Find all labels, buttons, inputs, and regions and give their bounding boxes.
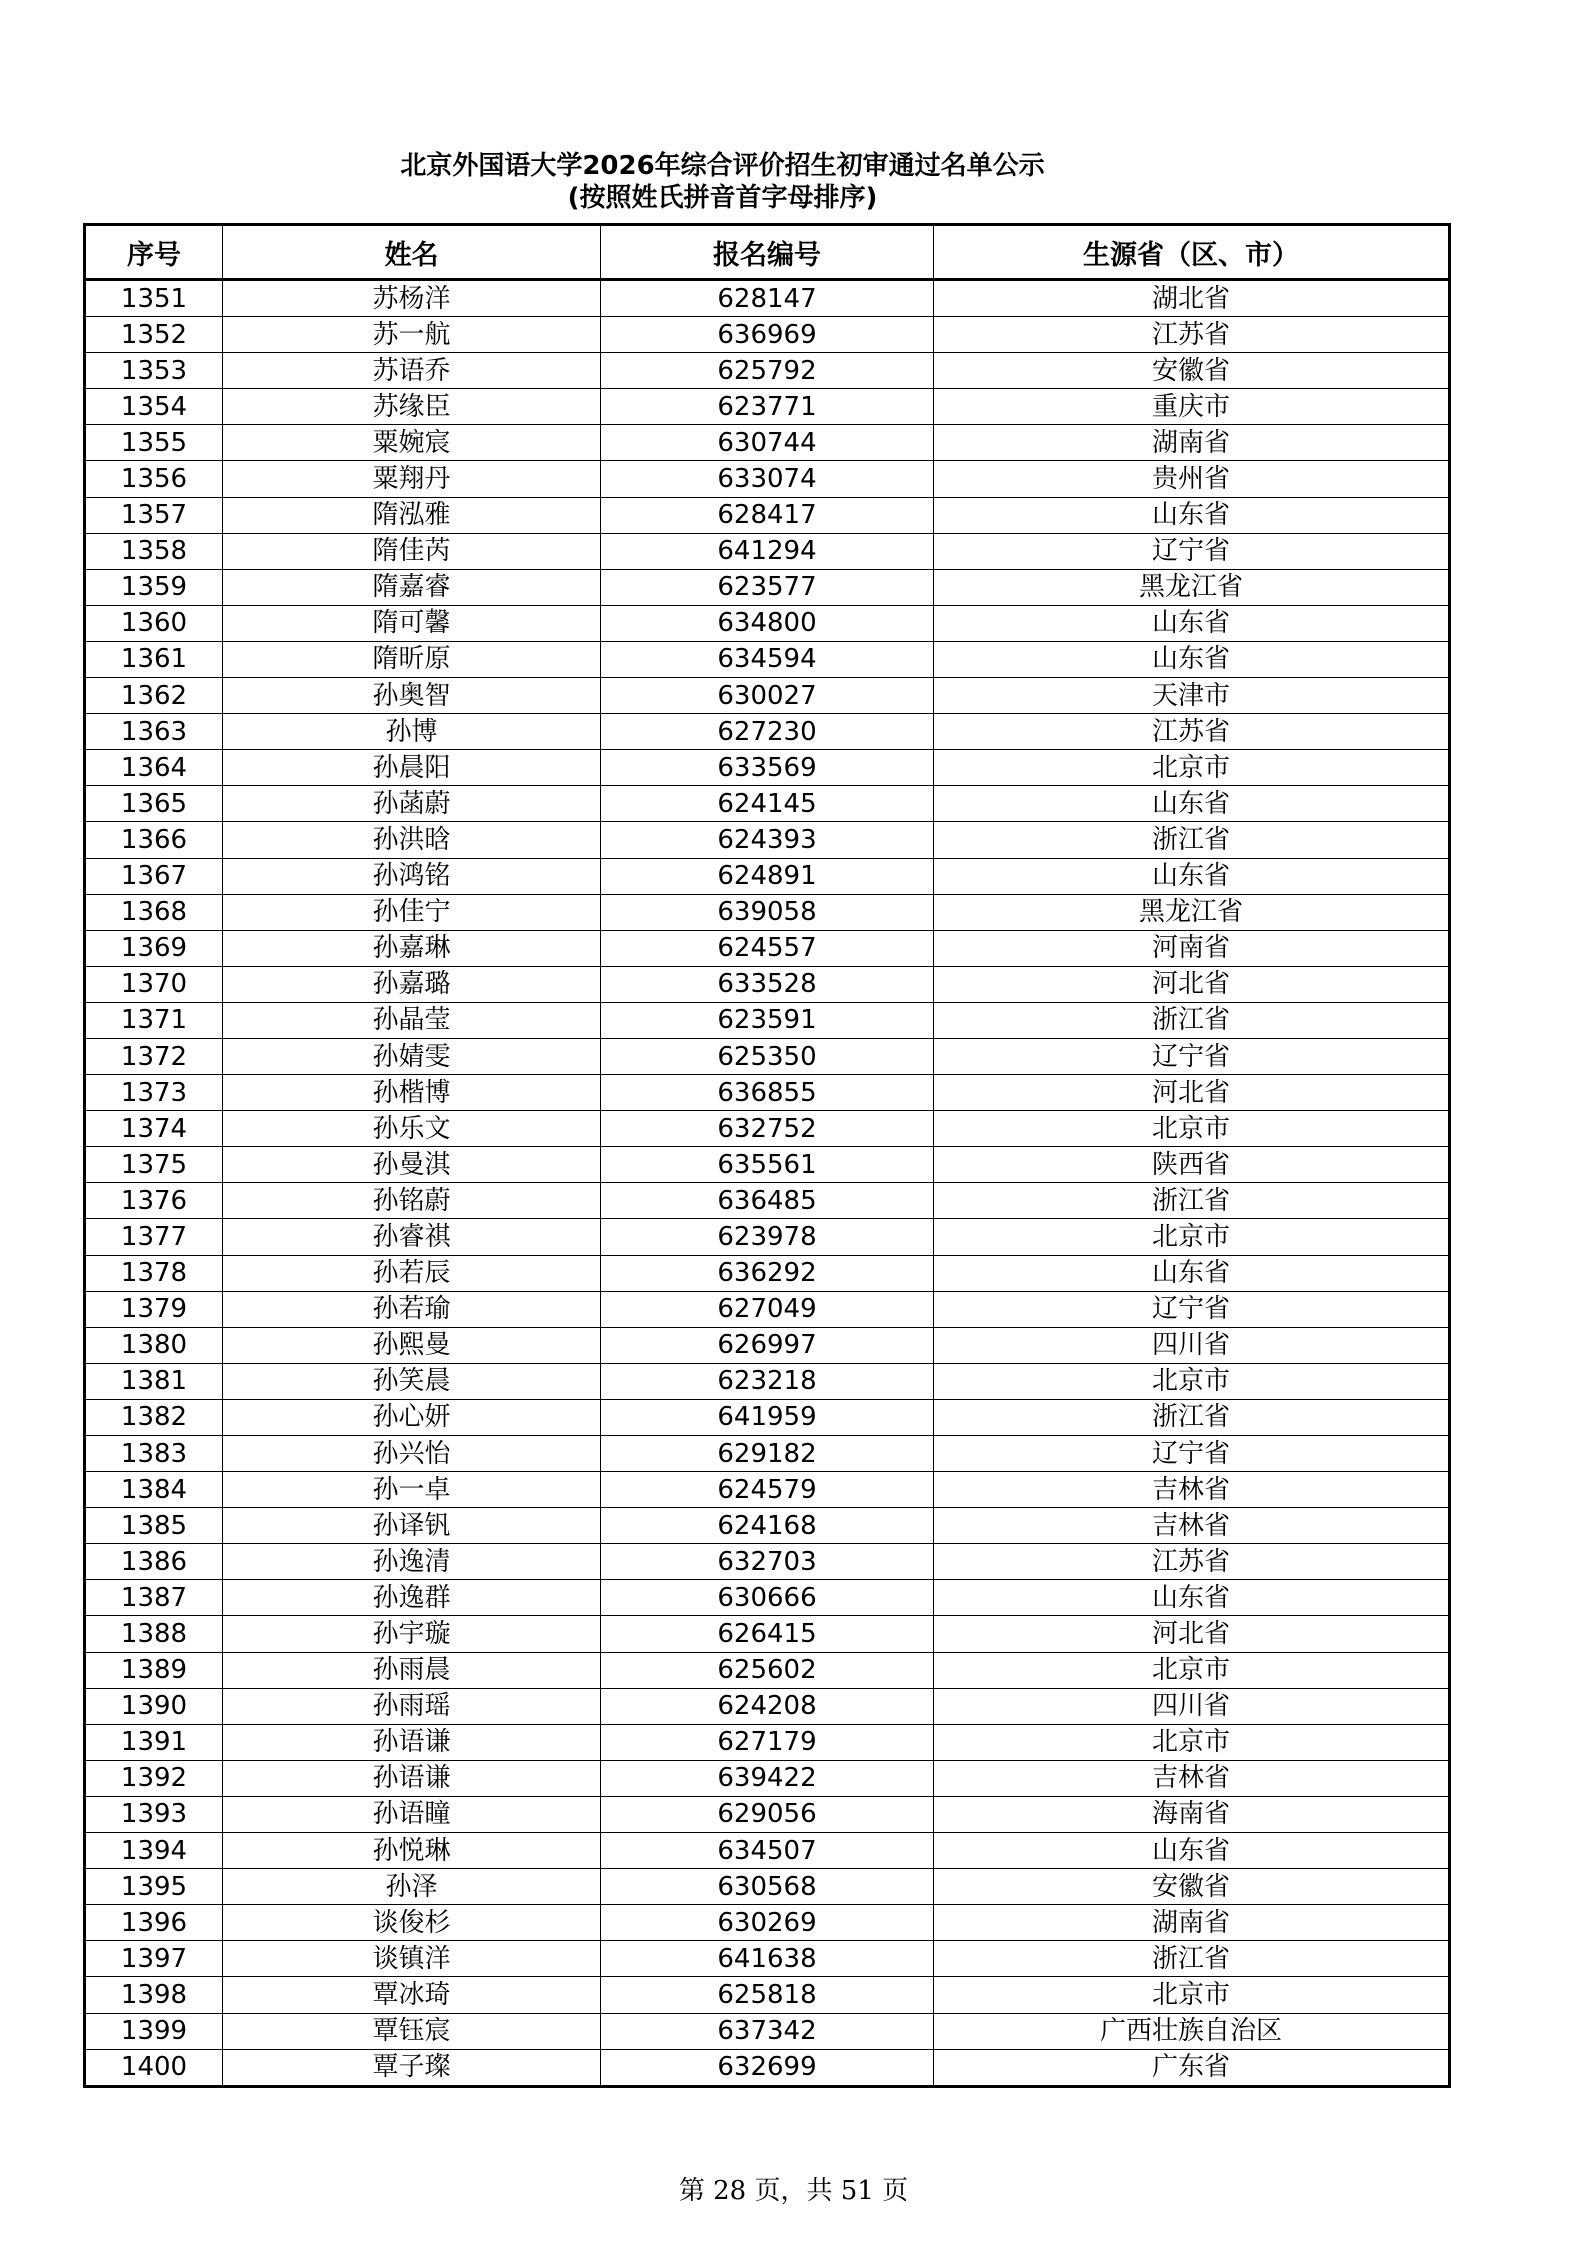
table-row (85, 1688, 1450, 1724)
cell-reg-number: 636292 (601, 1255, 934, 1291)
cell-name: 孙语谦 (223, 1724, 601, 1760)
cell-reg-number: 630568 (601, 1869, 934, 1905)
cell-seq: 1369 (85, 930, 223, 966)
table-row (85, 1255, 1450, 1291)
table-row (85, 1002, 1450, 1038)
cell-seq: 1395 (85, 1869, 223, 1905)
cell-name: 孙一卓 (223, 1472, 601, 1508)
cell-province: 湖北省 (934, 280, 1450, 317)
table-row (85, 1652, 1450, 1688)
cell-name: 孙笑晨 (223, 1363, 601, 1399)
cell-name: 孙铭蔚 (223, 1183, 601, 1219)
table-row (85, 822, 1450, 858)
cell-reg-number: 627049 (601, 1291, 934, 1327)
cell-province: 广西壮族自治区 (934, 2013, 1450, 2049)
cell-province: 北京市 (934, 1111, 1450, 1147)
table-row (85, 389, 1450, 425)
cell-name: 孙若瑜 (223, 1291, 601, 1327)
cell-seq: 1382 (85, 1399, 223, 1435)
table-row (85, 533, 1450, 569)
cell-province: 辽宁省 (934, 1291, 1450, 1327)
cell-seq: 1398 (85, 1977, 223, 2013)
table-row (85, 1544, 1450, 1580)
cell-seq: 1376 (85, 1183, 223, 1219)
cell-reg-number: 636485 (601, 1183, 934, 1219)
cell-seq: 1378 (85, 1255, 223, 1291)
cell-name: 孙晶莹 (223, 1002, 601, 1038)
table-row (85, 641, 1450, 677)
cell-province: 河北省 (934, 966, 1450, 1002)
admission-list-table (83, 223, 1451, 2088)
cell-province: 浙江省 (934, 1399, 1450, 1435)
page-number: 第 28 页，共 51 页 (678, 2176, 909, 2206)
cell-name: 谈镇洋 (223, 1941, 601, 1977)
cell-name: 粟婉宸 (223, 425, 601, 461)
table-row (85, 353, 1450, 389)
cell-province: 浙江省 (934, 822, 1450, 858)
cell-name: 孙鸿铭 (223, 858, 601, 894)
cell-reg-number: 628417 (601, 497, 934, 533)
cell-name: 隋可馨 (223, 605, 601, 641)
table-row (85, 1436, 1450, 1472)
cell-seq: 1363 (85, 714, 223, 750)
cell-reg-number: 634507 (601, 1833, 934, 1869)
cell-province: 山东省 (934, 858, 1450, 894)
cell-seq: 1371 (85, 1002, 223, 1038)
table-row (85, 1147, 1450, 1183)
cell-reg-number: 641959 (601, 1399, 934, 1435)
cell-seq: 1361 (85, 641, 223, 677)
cell-seq: 1358 (85, 533, 223, 569)
cell-reg-number: 629056 (601, 1796, 934, 1832)
cell-name: 覃冰琦 (223, 1977, 601, 2013)
table-row (85, 714, 1450, 750)
table-row (85, 1363, 1450, 1399)
cell-reg-number: 626997 (601, 1327, 934, 1363)
cell-province: 浙江省 (934, 1002, 1450, 1038)
table-row (85, 1941, 1450, 1977)
cell-province: 北京市 (934, 1977, 1450, 2013)
cell-reg-number: 630027 (601, 678, 934, 714)
cell-province: 安徽省 (934, 1869, 1450, 1905)
table-row (85, 1796, 1450, 1832)
cell-seq: 1353 (85, 353, 223, 389)
cell-province: 山东省 (934, 786, 1450, 822)
cell-name: 孙洪晗 (223, 822, 601, 858)
table-row (85, 280, 1450, 317)
cell-province: 山东省 (934, 641, 1450, 677)
cell-name: 孙雨晨 (223, 1652, 601, 1688)
table-row (85, 2049, 1450, 2086)
cell-seq: 1390 (85, 1688, 223, 1724)
cell-seq: 1357 (85, 497, 223, 533)
cell-reg-number: 624145 (601, 786, 934, 822)
cell-reg-number: 624168 (601, 1508, 934, 1544)
cell-name: 孙睿祺 (223, 1219, 601, 1255)
cell-province: 浙江省 (934, 1941, 1450, 1977)
header-reg-number: 报名编号 (601, 225, 934, 280)
cell-reg-number: 623978 (601, 1219, 934, 1255)
cell-reg-number: 633569 (601, 750, 934, 786)
cell-seq: 1399 (85, 2013, 223, 2049)
cell-reg-number: 633074 (601, 461, 934, 497)
cell-reg-number: 637342 (601, 2013, 934, 2049)
table-row (85, 1724, 1450, 1760)
cell-reg-number: 623771 (601, 389, 934, 425)
cell-province: 北京市 (934, 1652, 1450, 1688)
cell-reg-number: 625792 (601, 353, 934, 389)
header-name: 姓名 (223, 225, 601, 280)
table-header-row (85, 225, 1450, 280)
cell-seq: 1372 (85, 1038, 223, 1074)
cell-name: 孙晨阳 (223, 750, 601, 786)
cell-seq: 1362 (85, 678, 223, 714)
cell-seq: 1388 (85, 1616, 223, 1652)
cell-name: 孙语瞳 (223, 1796, 601, 1832)
cell-seq: 1380 (85, 1327, 223, 1363)
cell-reg-number: 623591 (601, 1002, 934, 1038)
cell-seq: 1377 (85, 1219, 223, 1255)
cell-reg-number: 639422 (601, 1760, 934, 1796)
cell-province: 江苏省 (934, 317, 1450, 353)
cell-name: 孙若辰 (223, 1255, 601, 1291)
cell-seq: 1368 (85, 894, 223, 930)
cell-seq: 1375 (85, 1147, 223, 1183)
cell-seq: 1385 (85, 1508, 223, 1544)
cell-name: 孙兴怡 (223, 1436, 601, 1472)
cell-reg-number: 624557 (601, 930, 934, 966)
cell-seq: 1387 (85, 1580, 223, 1616)
cell-name: 隋泓雅 (223, 497, 601, 533)
table-row (85, 569, 1450, 605)
cell-reg-number: 624393 (601, 822, 934, 858)
cell-seq: 1374 (85, 1111, 223, 1147)
cell-province: 辽宁省 (934, 1436, 1450, 1472)
cell-seq: 1356 (85, 461, 223, 497)
cell-seq: 1373 (85, 1075, 223, 1111)
cell-seq: 1365 (85, 786, 223, 822)
cell-reg-number: 634800 (601, 605, 934, 641)
cell-reg-number: 627179 (601, 1724, 934, 1760)
table-body (85, 280, 1450, 2087)
cell-name: 谈俊杉 (223, 1905, 601, 1941)
cell-seq: 1381 (85, 1363, 223, 1399)
table-row (85, 1399, 1450, 1435)
table-row (85, 1760, 1450, 1796)
table-row (85, 1183, 1450, 1219)
cell-province: 湖南省 (934, 425, 1450, 461)
cell-province: 江苏省 (934, 714, 1450, 750)
table-row (85, 1869, 1450, 1905)
table-row (85, 858, 1450, 894)
cell-reg-number: 625818 (601, 1977, 934, 2013)
cell-reg-number: 634594 (601, 641, 934, 677)
cell-province: 广东省 (934, 2049, 1450, 2086)
header-seq: 序号 (85, 225, 223, 280)
cell-province: 海南省 (934, 1796, 1450, 1832)
table-row (85, 678, 1450, 714)
table-row (85, 1327, 1450, 1363)
cell-name: 隋昕原 (223, 641, 601, 677)
cell-reg-number: 626415 (601, 1616, 934, 1652)
cell-province: 浙江省 (934, 1183, 1450, 1219)
cell-reg-number: 636969 (601, 317, 934, 353)
cell-reg-number: 633528 (601, 966, 934, 1002)
table-row (85, 1075, 1450, 1111)
table-row (85, 461, 1450, 497)
cell-name: 孙语谦 (223, 1760, 601, 1796)
cell-seq: 1397 (85, 1941, 223, 1977)
cell-province: 吉林省 (934, 1508, 1450, 1544)
cell-name: 隋佳芮 (223, 533, 601, 569)
table-row (85, 930, 1450, 966)
cell-province: 贵州省 (934, 461, 1450, 497)
cell-seq: 1386 (85, 1544, 223, 1580)
cell-seq: 1396 (85, 1905, 223, 1941)
cell-reg-number: 627230 (601, 714, 934, 750)
cell-seq: 1389 (85, 1652, 223, 1688)
cell-reg-number: 628147 (601, 280, 934, 317)
cell-reg-number: 623577 (601, 569, 934, 605)
cell-province: 黑龙江省 (934, 894, 1450, 930)
cell-province: 黑龙江省 (934, 569, 1450, 605)
cell-province: 四川省 (934, 1688, 1450, 1724)
cell-province: 北京市 (934, 1724, 1450, 1760)
cell-province: 重庆市 (934, 389, 1450, 425)
cell-province: 辽宁省 (934, 533, 1450, 569)
table-row (85, 425, 1450, 461)
cell-seq: 1393 (85, 1796, 223, 1832)
table-row (85, 1905, 1450, 1941)
cell-name: 苏语乔 (223, 353, 601, 389)
cell-seq: 1400 (85, 2049, 223, 2086)
cell-reg-number: 641638 (601, 1941, 934, 1977)
cell-name: 孙楷博 (223, 1075, 601, 1111)
cell-province: 山东省 (934, 1255, 1450, 1291)
cell-reg-number: 632699 (601, 2049, 934, 2086)
cell-province: 山东省 (934, 605, 1450, 641)
cell-province: 吉林省 (934, 1760, 1450, 1796)
cell-reg-number: 641294 (601, 533, 934, 569)
table-row (85, 1219, 1450, 1255)
cell-reg-number: 630744 (601, 425, 934, 461)
cell-name: 孙雨瑶 (223, 1688, 601, 1724)
table-row (85, 1977, 1450, 2013)
table-row (85, 605, 1450, 641)
cell-province: 天津市 (934, 678, 1450, 714)
table-row (85, 1580, 1450, 1616)
cell-name: 苏杨洋 (223, 280, 601, 317)
cell-name: 苏缘臣 (223, 389, 601, 425)
table-row (85, 750, 1450, 786)
cell-seq: 1366 (85, 822, 223, 858)
cell-province: 湖南省 (934, 1905, 1450, 1941)
cell-name: 孙泽 (223, 1869, 601, 1905)
cell-seq: 1351 (85, 280, 223, 317)
cell-name: 孙佳宁 (223, 894, 601, 930)
cell-province: 河南省 (934, 930, 1450, 966)
cell-reg-number: 629182 (601, 1436, 934, 1472)
cell-reg-number: 632703 (601, 1544, 934, 1580)
table-row (85, 1508, 1450, 1544)
cell-seq: 1384 (85, 1472, 223, 1508)
cell-name: 苏一航 (223, 317, 601, 353)
cell-reg-number: 624208 (601, 1688, 934, 1724)
cell-reg-number: 630666 (601, 1580, 934, 1616)
table-row (85, 1616, 1450, 1652)
cell-seq: 1391 (85, 1724, 223, 1760)
document-subtitle: (按照姓氏拼音首字母排序) (567, 183, 878, 213)
cell-name: 孙熙曼 (223, 1327, 601, 1363)
cell-province: 江苏省 (934, 1544, 1450, 1580)
cell-province: 河北省 (934, 1616, 1450, 1652)
cell-seq: 1379 (85, 1291, 223, 1327)
cell-reg-number: 624579 (601, 1472, 934, 1508)
table-row (85, 786, 1450, 822)
cell-reg-number: 632752 (601, 1111, 934, 1147)
header-province: 生源省（区、市） (934, 225, 1450, 280)
cell-name: 覃钰宸 (223, 2013, 601, 2049)
cell-reg-number: 635561 (601, 1147, 934, 1183)
cell-province: 北京市 (934, 1363, 1450, 1399)
cell-province: 陕西省 (934, 1147, 1450, 1183)
cell-seq: 1392 (85, 1760, 223, 1796)
cell-reg-number: 630269 (601, 1905, 934, 1941)
cell-seq: 1394 (85, 1833, 223, 1869)
cell-name: 覃子璨 (223, 2049, 601, 2086)
cell-reg-number: 623218 (601, 1363, 934, 1399)
cell-province: 北京市 (934, 1219, 1450, 1255)
cell-reg-number: 625602 (601, 1652, 934, 1688)
cell-name: 孙曼淇 (223, 1147, 601, 1183)
cell-seq: 1355 (85, 425, 223, 461)
cell-seq: 1354 (85, 389, 223, 425)
cell-name: 孙博 (223, 714, 601, 750)
table-row (85, 1038, 1450, 1074)
cell-province: 山东省 (934, 1580, 1450, 1616)
cell-reg-number: 636855 (601, 1075, 934, 1111)
cell-seq: 1370 (85, 966, 223, 1002)
document-title: 北京外国语大学2026年综合评价招生初审通过名单公示 (400, 151, 1045, 181)
cell-name: 孙心妍 (223, 1399, 601, 1435)
cell-name: 孙宇璇 (223, 1616, 601, 1652)
cell-seq: 1383 (85, 1436, 223, 1472)
cell-province: 河北省 (934, 1075, 1450, 1111)
table-row (85, 894, 1450, 930)
cell-name: 孙逸清 (223, 1544, 601, 1580)
cell-name: 孙悦琳 (223, 1833, 601, 1869)
cell-province: 吉林省 (934, 1472, 1450, 1508)
cell-reg-number: 625350 (601, 1038, 934, 1074)
cell-name: 孙乐文 (223, 1111, 601, 1147)
cell-name: 孙逸群 (223, 1580, 601, 1616)
cell-province: 四川省 (934, 1327, 1450, 1363)
cell-province: 山东省 (934, 497, 1450, 533)
cell-name: 孙译钒 (223, 1508, 601, 1544)
cell-seq: 1367 (85, 858, 223, 894)
table-row (85, 1472, 1450, 1508)
table-row (85, 2013, 1450, 2049)
table-row (85, 1833, 1450, 1869)
table-row (85, 317, 1450, 353)
cell-name: 孙菡蔚 (223, 786, 601, 822)
cell-seq: 1352 (85, 317, 223, 353)
table-row (85, 966, 1450, 1002)
cell-province: 山东省 (934, 1833, 1450, 1869)
table-row (85, 497, 1450, 533)
cell-reg-number: 624891 (601, 858, 934, 894)
cell-name: 孙嘉琳 (223, 930, 601, 966)
cell-name: 孙婧雯 (223, 1038, 601, 1074)
cell-province: 北京市 (934, 750, 1450, 786)
cell-seq: 1359 (85, 569, 223, 605)
cell-seq: 1360 (85, 605, 223, 641)
table-row (85, 1291, 1450, 1327)
cell-name: 隋嘉睿 (223, 569, 601, 605)
cell-name: 孙奥智 (223, 678, 601, 714)
cell-reg-number: 639058 (601, 894, 934, 930)
cell-name: 孙嘉璐 (223, 966, 601, 1002)
cell-province: 辽宁省 (934, 1038, 1450, 1074)
cell-province: 安徽省 (934, 353, 1450, 389)
table-row (85, 1111, 1450, 1147)
cell-seq: 1364 (85, 750, 223, 786)
cell-name: 粟翔丹 (223, 461, 601, 497)
